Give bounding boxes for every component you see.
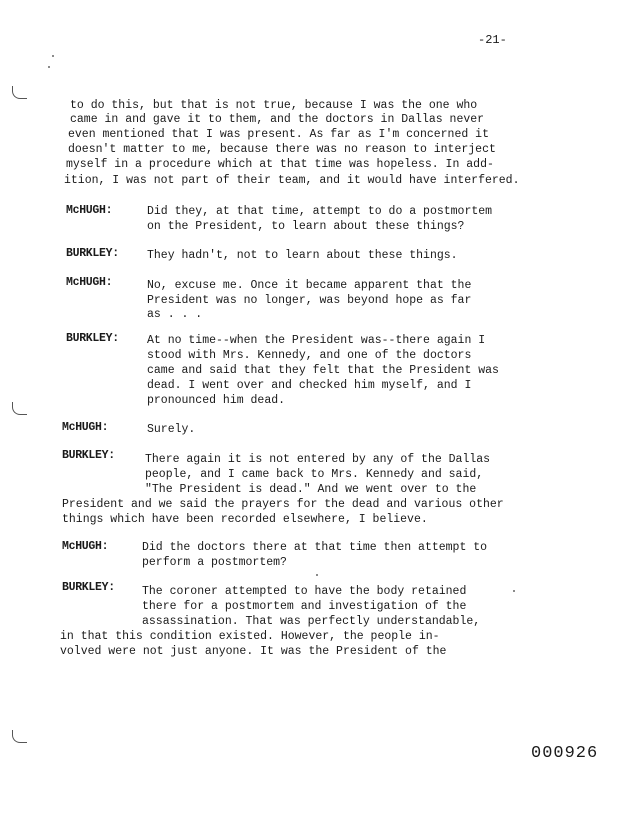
speaker-label: McHUGH:	[62, 540, 109, 553]
text-line: there for a postmortem and investigation of the	[142, 600, 467, 613]
text-line: Did the doctors there at that time then attempt to	[142, 541, 488, 554]
text-line: dead. I went over and checked him myself, and I	[147, 379, 472, 392]
text-line: people, and I came back to Mrs. Kennedy and said,	[145, 468, 484, 481]
text-line: volved were not just anyone. It was the President of the	[60, 645, 447, 658]
text-line: as . . .	[147, 308, 203, 321]
binder-mark-bottom	[12, 730, 27, 743]
text-line: No, excuse me. Once it became apparent that the	[147, 279, 472, 292]
text-line: came and said that they felt that the President was	[147, 364, 499, 377]
scan-speck	[48, 66, 50, 68]
scan-speck	[52, 55, 54, 57]
text-line: things which have been recorded elsewhere, I believe.	[62, 513, 428, 526]
text-line: President was no longer, was beyond hope as far	[147, 294, 472, 307]
speaker-label: McHUGH:	[66, 204, 113, 217]
text-line: stood with Mrs. Kennedy, and one of the doctors	[147, 349, 472, 362]
speaker-label: BURKLEY:	[62, 449, 115, 462]
text-line: There again it is not entered by any of the Dallas	[145, 453, 491, 466]
text-line: in that this condition existed. However, the people in-	[60, 630, 440, 643]
binder-mark-top	[12, 86, 27, 99]
text-line: ition, I was not part of their team, and it would have interfered.	[64, 174, 520, 187]
text-line: President and we said the prayers for the dead and various other	[62, 498, 504, 511]
speaker-label: McHUGH:	[62, 421, 109, 434]
scan-speck	[316, 574, 318, 576]
scan-speck	[513, 590, 515, 592]
text-line: Did they, at that time, attempt to do a postmortem	[147, 205, 493, 218]
text-line: came in and gave it to them, and the doctors in Dallas never	[70, 113, 485, 126]
text-line: myself in a procedure which at that time was hopeless. In add-	[66, 158, 494, 171]
text-line: doesn't matter to me, because there was no reason to interject	[68, 143, 496, 156]
speaker-label: BURKLEY:	[66, 332, 119, 345]
page-number: -21-	[478, 33, 507, 47]
text-line: even mentioned that I was present. As far as I'm concerned it	[68, 128, 489, 141]
text-line: Surely.	[147, 423, 196, 436]
document-stamp-number: 000926	[531, 744, 599, 763]
speaker-label: BURKLEY:	[62, 581, 115, 594]
speaker-label: McHUGH:	[66, 276, 113, 289]
speaker-label: BURKLEY:	[66, 247, 119, 260]
binder-mark-middle	[12, 402, 27, 415]
text-line: They hadn't, not to learn about these things.	[147, 249, 458, 262]
text-line: "The President is dead." And we went over to the	[145, 483, 477, 496]
text-line: perform a postmortem?	[142, 556, 287, 569]
text-line: on the President, to learn about these things?	[147, 220, 465, 233]
text-line: assassination. That was perfectly understandable,	[142, 615, 481, 628]
text-line: At no time--when the President was--there again I	[147, 334, 486, 347]
text-line: The coroner attempted to have the body retained	[142, 585, 467, 598]
text-line: to do this, but that is not true, because I was the one who	[70, 99, 478, 112]
text-line: pronounced him dead.	[147, 394, 286, 407]
